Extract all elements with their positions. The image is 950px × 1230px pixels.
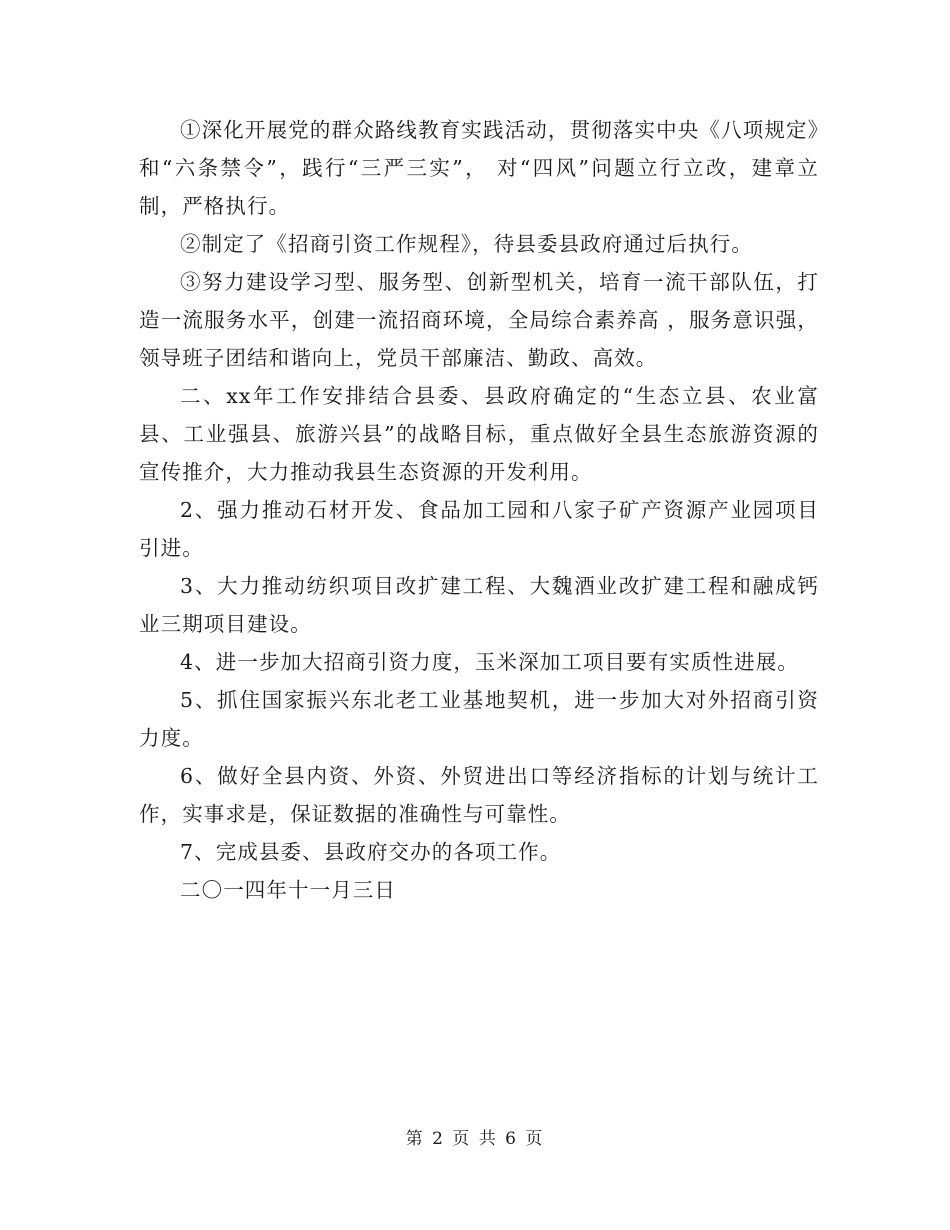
paragraph-item-7: 7、完成县委、县政府交办的各项工作。 xyxy=(180,840,562,864)
paragraph-3: ③努力建设学习型、服务型、创新型机关，培育一流干部队伍，打造一流服务水平，创建一流招商环境，全局综合素养高 ，服务意识强，领导班子团结和谐向上，党员干部廉洁、勤政、高效。 xyxy=(139,270,819,370)
document-body xyxy=(139,111,819,909)
paragraph-item-4: 4、进一步加大招商引资力度，玉米深加工项目要有实质性进展。 xyxy=(180,650,799,674)
paragraph-item-6: 6、做好全县内资、外资、外贸进出口等经济指标的计划与统计工作，实事求是，保证数据的准确性与可靠性。 xyxy=(139,764,819,826)
paragraph-1: ①深化开展党的群众路线教育实践活动，贯彻落实中央《八项规定》和“六条禁令”，践行“三严三实”， 对“四风”问题立行立改，建章立制，严格执行。 xyxy=(139,118,819,218)
paragraph-2: ②制定了《招商引资工作规程》，待县委县政府通过后执行。 xyxy=(180,232,753,256)
page-number-footer: 第 2 页 共 6 页 xyxy=(405,1129,545,1149)
paragraph-section-2: 二、xx年工作安排结合县委、县政府确定的“生态立县、农业富县、工业强县、旅游兴县”的战略目标，重点做好全县生态旅游资源的宣传推介，大力推动我县生态资源的开发利用。 xyxy=(139,384,819,484)
document-date: 二〇一四年十一月三日 xyxy=(180,878,396,902)
paragraph-item-5: 5、抓住国家振兴东北老工业基地契机，进一步加大对外招商引资力度。 xyxy=(139,688,819,750)
paragraph-item-2: 2、强力推动石材开发、食品加工园和八家子矿产资源产业园项目引进。 xyxy=(139,498,819,560)
paragraph-item-3: 3、大力推动纺织项目改扩建工程、大魏酒业改扩建工程和融成钙业三期项目建设。 xyxy=(139,574,819,636)
